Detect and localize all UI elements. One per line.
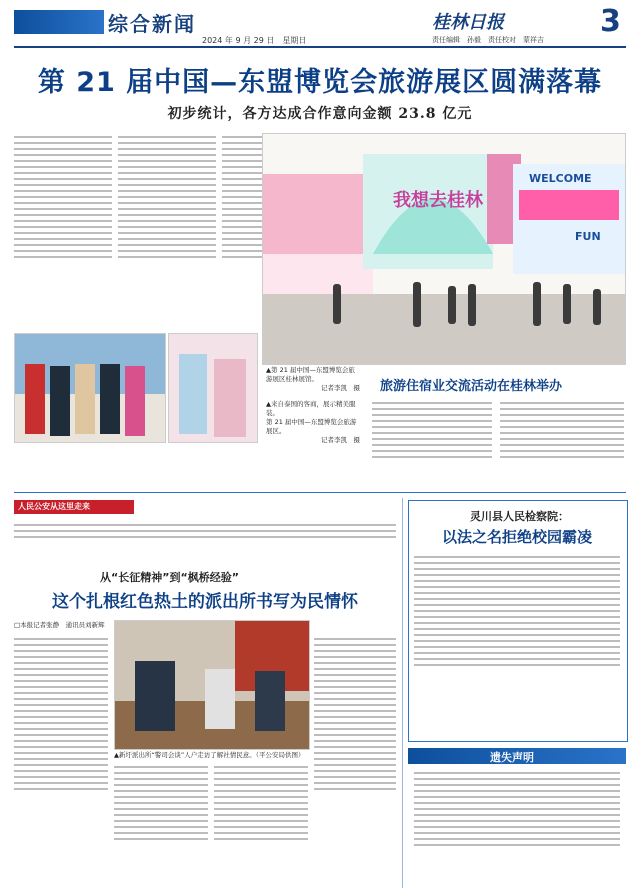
editor-credits: 责任编辑 孙毅 责任校对 蒙祥吉 <box>432 36 544 44</box>
mid-caption-text-2: 第 21 届中国—东盟博览会旅游展区。 <box>266 418 357 435</box>
lead-photo-caption <box>266 366 360 393</box>
section-color-bar <box>14 10 104 34</box>
exhibition-hall-illustration <box>263 134 625 364</box>
mid-caption-text: ▲来自泰国的客商，展示精美服装。 <box>266 400 356 417</box>
column-body-col-4 <box>314 634 396 884</box>
column-byline: □本报记者张静 通讯员刘新辉 <box>14 621 105 629</box>
booth-sign-left: 我想去桂林 <box>393 190 483 211</box>
story2-body-col-1 <box>372 398 492 488</box>
lead-body-col-2 <box>118 132 216 330</box>
lead-headline: 第 21 届中国—东盟博览会旅游展区圆满落幕 <box>37 67 603 98</box>
booth-sign-fun: FUN <box>575 230 601 243</box>
performers-illustration <box>169 334 257 442</box>
lead-photo-caption-text: ▲第 21 届中国—东盟博览会旅游展区桂林展馆。 <box>266 366 355 383</box>
masthead-rule <box>14 46 626 48</box>
story2-headline: 旅游住宿业交流活动在桂林举办 <box>380 379 563 394</box>
page-number: 3 <box>600 4 621 39</box>
exhibition-hall-photo <box>262 133 626 365</box>
performers-photo <box>168 333 258 443</box>
newspaper-logo: 桂林日报 <box>432 12 504 33</box>
section-divider <box>14 492 626 493</box>
delegates-illustration <box>15 334 165 442</box>
issue-date: 2024 年 9 月 29 日 星期日 <box>202 36 307 45</box>
police-caption-byline: （平公安局供图） <box>255 751 305 759</box>
lead-body-col-1 <box>14 132 112 330</box>
column-tag: 人民公安从这里走来 <box>18 502 90 511</box>
section-title: 综合新闻 <box>108 12 196 36</box>
sidebar-headline-small: 灵川县人民检察院： <box>470 510 569 523</box>
lead-subhead: 初步统计，各方达成合作意向金额 23.8 亿元 <box>167 106 473 122</box>
column-vertical-divider <box>402 498 403 888</box>
story2-body-col-2 <box>500 398 624 488</box>
sidebar-headline-big: 以法之名拒绝校园霸凌 <box>441 528 592 546</box>
column-body-col-3 <box>214 762 308 884</box>
police-station-illustration <box>115 621 309 749</box>
notices-title: 遗失声明 <box>490 751 534 764</box>
police-caption-text: ▲新圩派出所“警司会谈”人户走访了解社情民意。 <box>114 751 256 759</box>
column-intro <box>14 520 396 554</box>
delegates-photo <box>14 333 166 443</box>
column-headline-small: 从“长征精神”到“枫桥经验” <box>100 571 239 584</box>
mid-caption-byline: 记者李凯 摄 <box>321 436 360 444</box>
column-body-col-1 <box>14 634 108 884</box>
booth-sign-welcome: WELCOME <box>529 172 592 185</box>
column-headline-big: 这个扎根红色热土的派出所书写为民情怀 <box>52 592 358 612</box>
police-photo-caption <box>114 751 314 760</box>
police-station-photo <box>114 620 310 750</box>
lead-photo-caption-byline: 记者李凯 摄 <box>321 384 360 392</box>
mid-photo-caption <box>266 400 360 445</box>
notices-list <box>414 768 620 886</box>
column-body-col-2 <box>114 762 208 884</box>
sidebar-body <box>414 552 620 734</box>
